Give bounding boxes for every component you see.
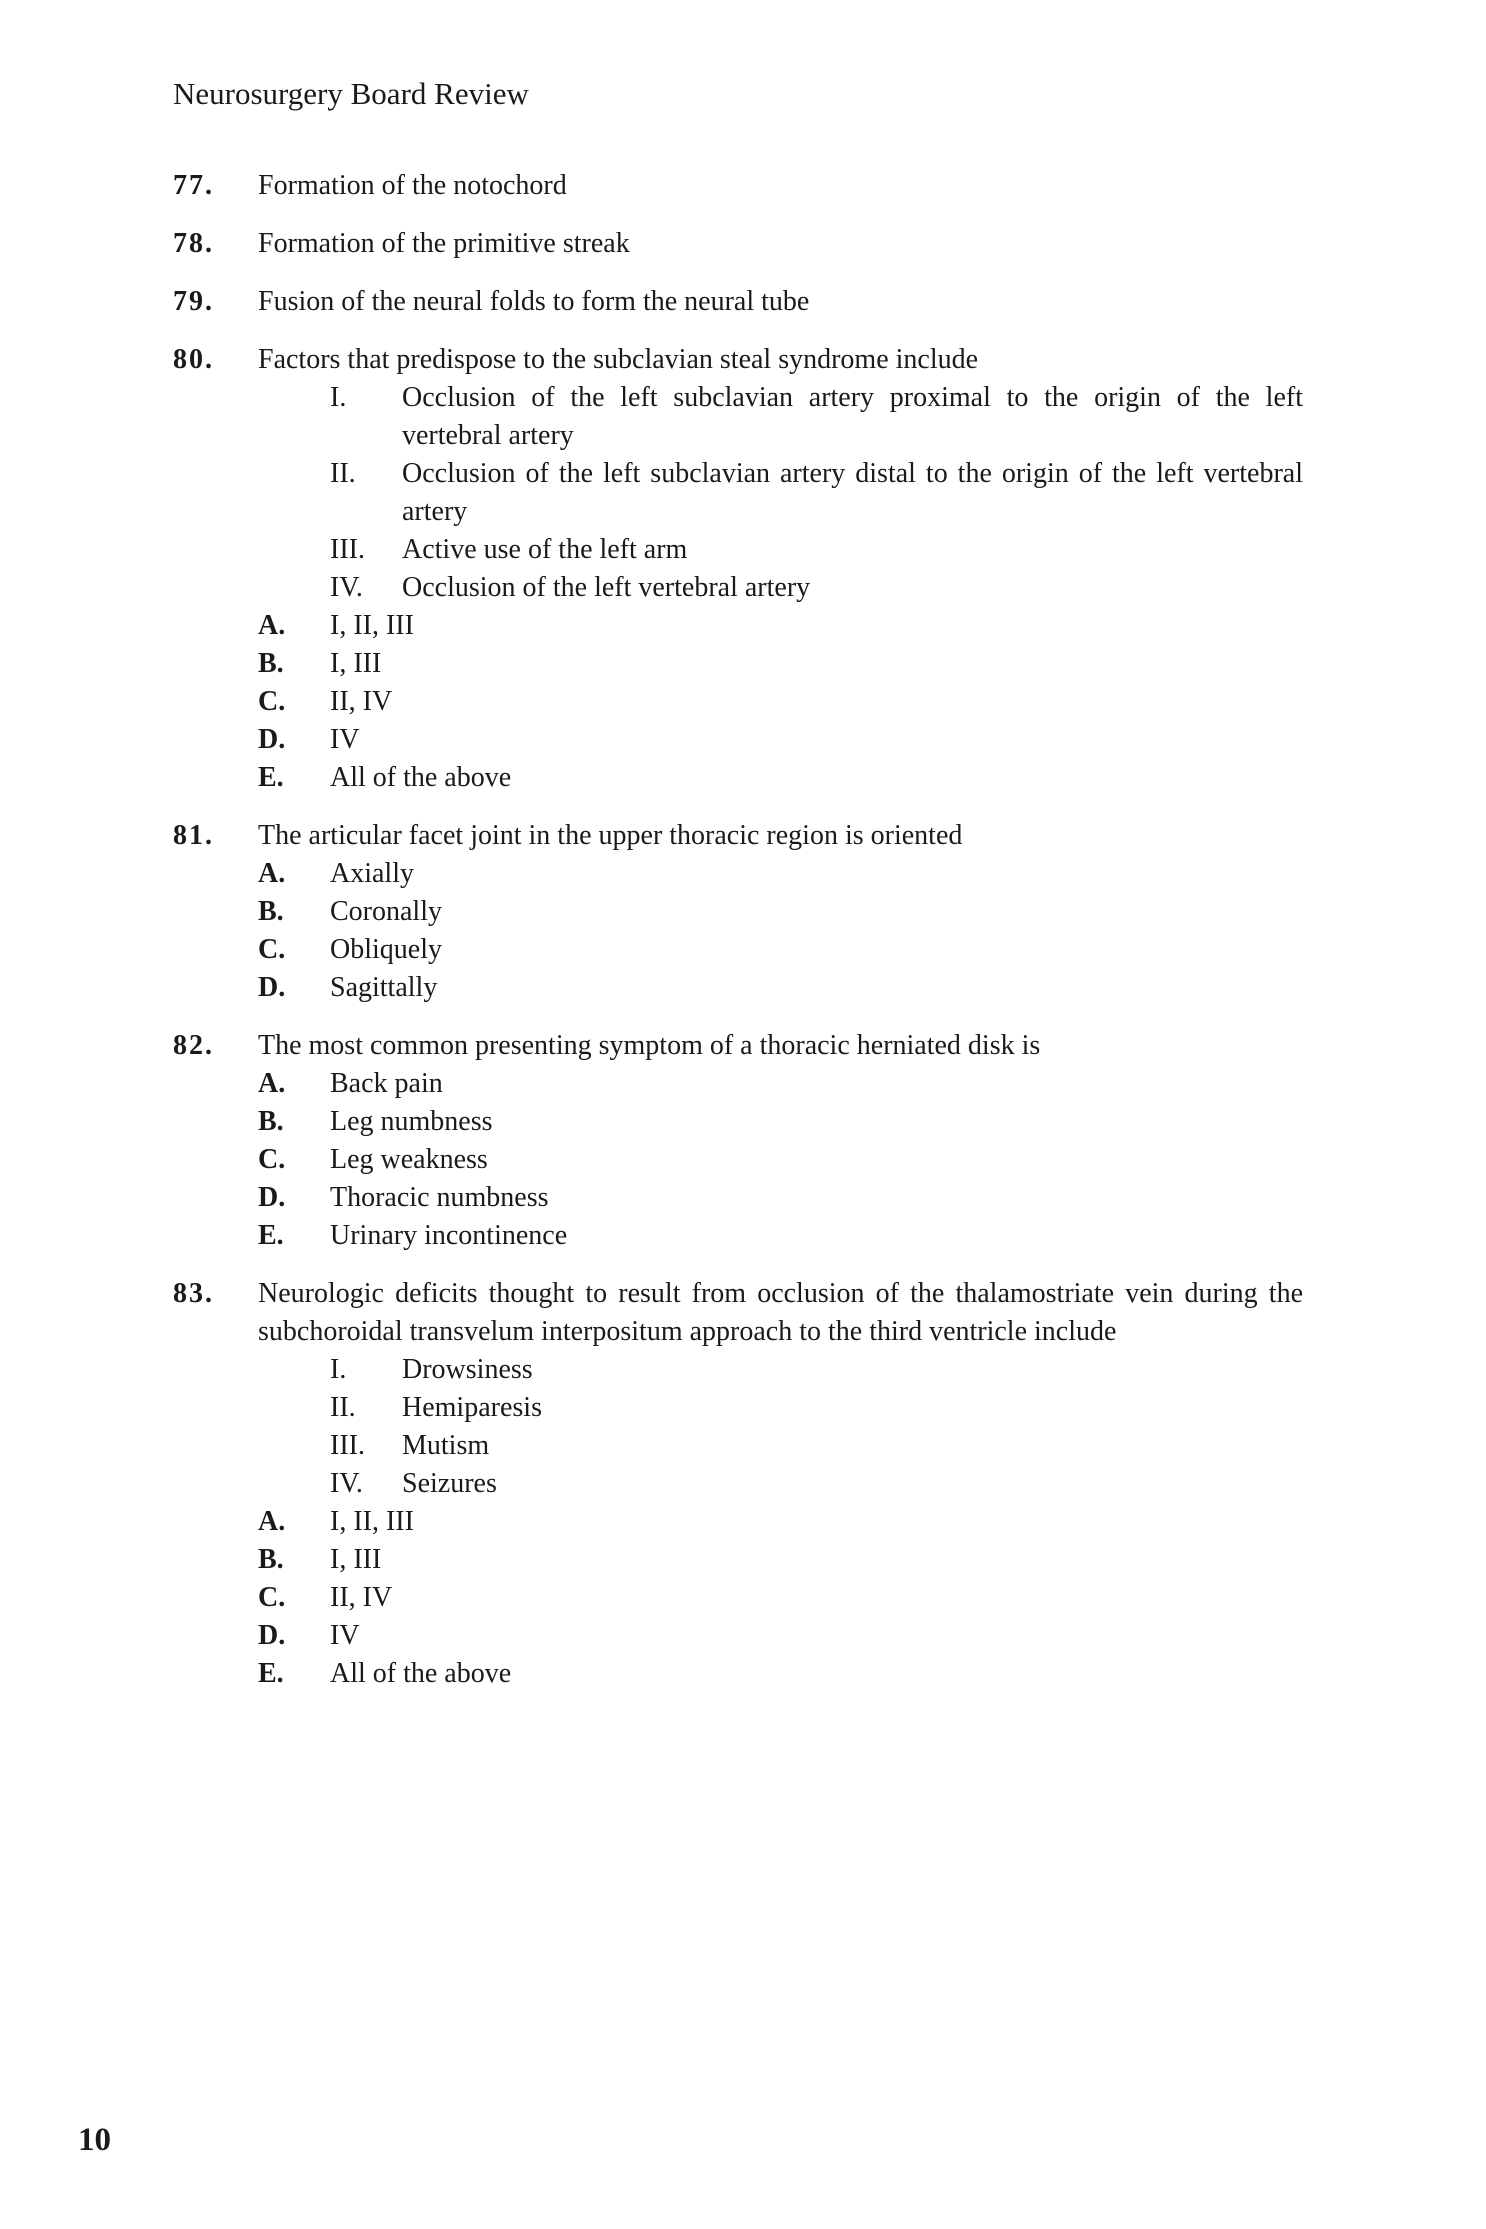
question-81 <box>173 817 1303 1007</box>
choice-text: Sagittally <box>330 972 438 1003</box>
choice-letter: C. <box>258 934 286 965</box>
question-text: The articular facet joint in the upper thoracic region is oriented <box>258 820 963 851</box>
statement-numeral: III. <box>330 534 365 565</box>
statement-item <box>330 379 1303 455</box>
answer-choice <box>258 1503 1303 1541</box>
statement-numeral: I. <box>330 382 347 413</box>
answer-choices <box>258 1503 1303 1693</box>
choice-letter: B. <box>258 1544 284 1575</box>
choice-text: Axially <box>330 858 414 889</box>
question-number: 78. <box>173 228 214 259</box>
choice-text: Back pain <box>330 1068 443 1099</box>
answer-choice <box>258 1179 1303 1217</box>
question-text: Formation of the primitive streak <box>258 228 630 259</box>
choice-text: II, IV <box>330 686 393 717</box>
statement-text: Active use of the left arm <box>402 534 688 565</box>
choice-letter: C. <box>258 1582 286 1613</box>
statement-item <box>330 1427 1303 1465</box>
answer-choice <box>258 855 1303 893</box>
question-number: 80. <box>173 344 214 375</box>
answer-choice <box>258 1579 1303 1617</box>
choice-letter: E. <box>258 762 284 793</box>
statement-item <box>330 1389 1303 1427</box>
choice-letter: D. <box>258 1620 286 1651</box>
statement-numeral: IV. <box>330 1468 363 1499</box>
answer-choices <box>258 607 1303 797</box>
choice-text: Urinary incontinence <box>330 1220 568 1251</box>
choice-letter: D. <box>258 972 286 1003</box>
statement-text: Seizures <box>402 1468 497 1499</box>
choice-text: I, II, III <box>330 1506 414 1537</box>
statement-list <box>330 379 1303 607</box>
statement-numeral: II. <box>330 1392 356 1423</box>
choice-text: Thoracic numbness <box>330 1182 549 1213</box>
question-82 <box>173 1027 1303 1255</box>
choice-letter: D. <box>258 1182 286 1213</box>
question-number: 82. <box>173 1030 214 1061</box>
choice-text: I, III <box>330 1544 382 1575</box>
choice-letter: E. <box>258 1658 284 1689</box>
question-77 <box>173 167 1303 205</box>
answer-choice <box>258 893 1303 931</box>
answer-choices <box>258 1065 1303 1255</box>
answer-choice <box>258 1617 1303 1655</box>
question-number: 81. <box>173 820 214 851</box>
choice-text: All of the above <box>330 762 512 793</box>
question-text: Factors that predispose to the subclavian steal syndrome include <box>258 344 979 375</box>
choice-letter: C. <box>258 1144 286 1175</box>
statement-item <box>330 1351 1303 1389</box>
statement-list <box>330 1351 1303 1503</box>
question-text: The most common presenting symptom of a thoracic herniated disk is <box>258 1030 1041 1061</box>
choice-text: IV <box>330 1620 360 1651</box>
statement-numeral: II. <box>330 458 356 489</box>
choice-letter: B. <box>258 1106 284 1137</box>
statement-item <box>330 531 1303 569</box>
question-83 <box>173 1275 1303 1693</box>
choice-letter: A. <box>258 1068 286 1099</box>
question-text: Neurologic deficits thought to result from occlusion of the thalamostriate vein during the subchoroidal transvelum interpositum approach to the third ventricle include <box>258 1278 1303 1347</box>
choice-text: Obliquely <box>330 934 442 965</box>
answer-choice <box>258 1103 1303 1141</box>
running-header: Neurosurgery Board Review <box>173 76 529 111</box>
choice-text: Leg numbness <box>330 1106 493 1137</box>
choice-text: Leg weakness <box>330 1144 488 1175</box>
statement-text: Hemiparesis <box>402 1392 542 1423</box>
statement-text: Occlusion of the left subclavian artery distal to the origin of the left vertebral artery <box>402 458 1303 527</box>
choice-letter: E. <box>258 1220 284 1251</box>
statement-text: Drowsiness <box>402 1354 533 1385</box>
answer-choice <box>258 931 1303 969</box>
choice-letter: A. <box>258 1506 286 1537</box>
choice-text: Coronally <box>330 896 442 927</box>
answer-choice <box>258 1217 1303 1255</box>
answer-choice <box>258 721 1303 759</box>
choice-letter: C. <box>258 686 286 717</box>
question-list <box>173 167 1303 1713</box>
choice-letter: A. <box>258 858 286 889</box>
choice-letter: A. <box>258 610 286 641</box>
choice-text: II, IV <box>330 1582 393 1613</box>
choice-text: I, II, III <box>330 610 414 641</box>
question-number: 77. <box>173 170 214 201</box>
answer-choice <box>258 1541 1303 1579</box>
question-number: 83. <box>173 1278 214 1309</box>
statement-text: Occlusion of the left vertebral artery <box>402 572 811 603</box>
answer-choice <box>258 759 1303 797</box>
answer-choice <box>258 645 1303 683</box>
page-number: 10 <box>78 2122 111 2158</box>
question-text: Fusion of the neural folds to form the neural tube <box>258 286 810 317</box>
question-text: Formation of the notochord <box>258 170 567 201</box>
statement-item <box>330 455 1303 531</box>
answer-choice <box>258 683 1303 721</box>
statement-numeral: I. <box>330 1354 347 1385</box>
choice-letter: B. <box>258 896 284 927</box>
answer-choices <box>258 855 1303 1007</box>
answer-choice <box>258 1655 1303 1693</box>
statement-numeral: IV. <box>330 572 363 603</box>
answer-choice <box>258 1141 1303 1179</box>
question-79 <box>173 283 1303 321</box>
choice-letter: D. <box>258 724 286 755</box>
answer-choice <box>258 1065 1303 1103</box>
choice-text: I, III <box>330 648 382 679</box>
statement-numeral: III. <box>330 1430 365 1461</box>
choice-text: All of the above <box>330 1658 512 1689</box>
answer-choice <box>258 607 1303 645</box>
statement-text: Mutism <box>402 1430 490 1461</box>
statement-text: Occlusion of the left subclavian artery proximal to the origin of the left vertebral artery <box>402 382 1303 451</box>
statement-item <box>330 1465 1303 1503</box>
question-78 <box>173 225 1303 263</box>
question-80 <box>173 341 1303 797</box>
question-number: 79. <box>173 286 214 317</box>
answer-choice <box>258 969 1303 1007</box>
choice-letter: B. <box>258 648 284 679</box>
choice-text: IV <box>330 724 360 755</box>
statement-item <box>330 569 1303 607</box>
